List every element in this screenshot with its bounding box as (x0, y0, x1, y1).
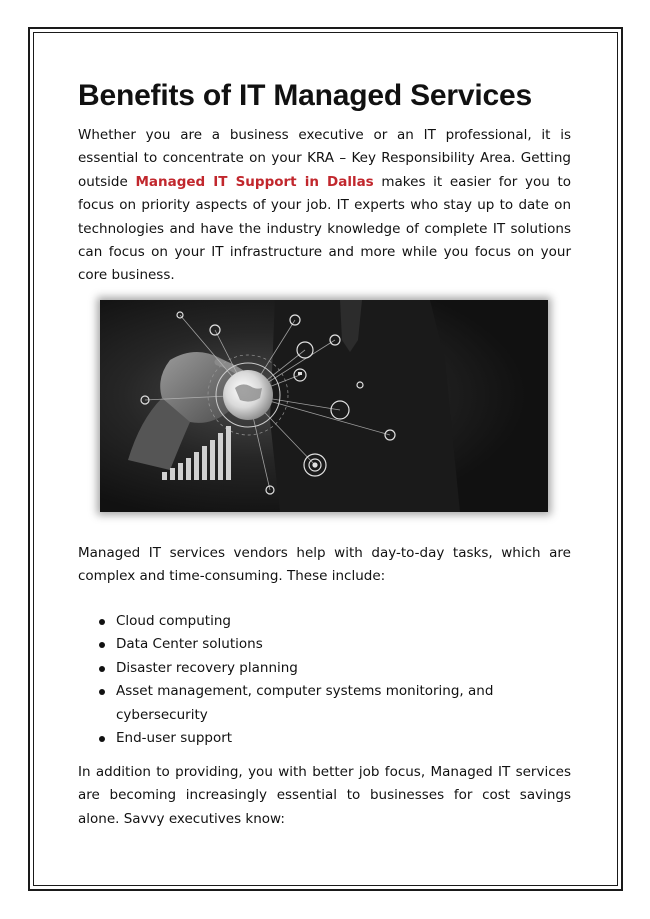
list-item: Disaster recovery planning (78, 657, 571, 680)
intro-text-end: makes it easier for you to focus on priority aspects of your job. IT experts who stay up to date on technologies and have the industry knowledge of complete IT solutions can focus on your IT infrastructure and more while you focus on your core business. (78, 173, 571, 284)
hero-image (100, 300, 548, 512)
list-item: End-user support (78, 727, 571, 750)
bullet-icon (99, 736, 105, 742)
intro-text-start: Whether you are a business executive or an IT professional, it is essential to concentrate on your KRA – Key Responsibility Area. Getting outside (78, 127, 571, 190)
services-intro: Managed IT services vendors help with day-to-day tasks, which are complex and time-consuming. These include: (78, 545, 571, 585)
bullet-icon (99, 689, 105, 695)
intro-paragraph (78, 124, 571, 288)
list-item: Cloud computing (78, 610, 571, 633)
page-title: Benefits of IT Managed Services (78, 79, 532, 112)
list-item: Data Center solutions (78, 633, 571, 656)
list-item: Asset management, computer systems monitoring, and cybersecurity (78, 680, 571, 727)
managed-it-support-link[interactable]: Managed IT Support in Dallas (135, 173, 374, 190)
services-list (78, 610, 571, 750)
bullet-icon (99, 619, 105, 625)
bullet-icon (99, 642, 105, 648)
article-header (78, 78, 571, 288)
hero-illustration (100, 300, 548, 512)
bullet-icon (99, 666, 105, 672)
closing-paragraph: In addition to providing, you with better job focus, Managed IT services are becoming increasingly essential to businesses for cost savings alone. Savvy executives know: (78, 764, 571, 827)
